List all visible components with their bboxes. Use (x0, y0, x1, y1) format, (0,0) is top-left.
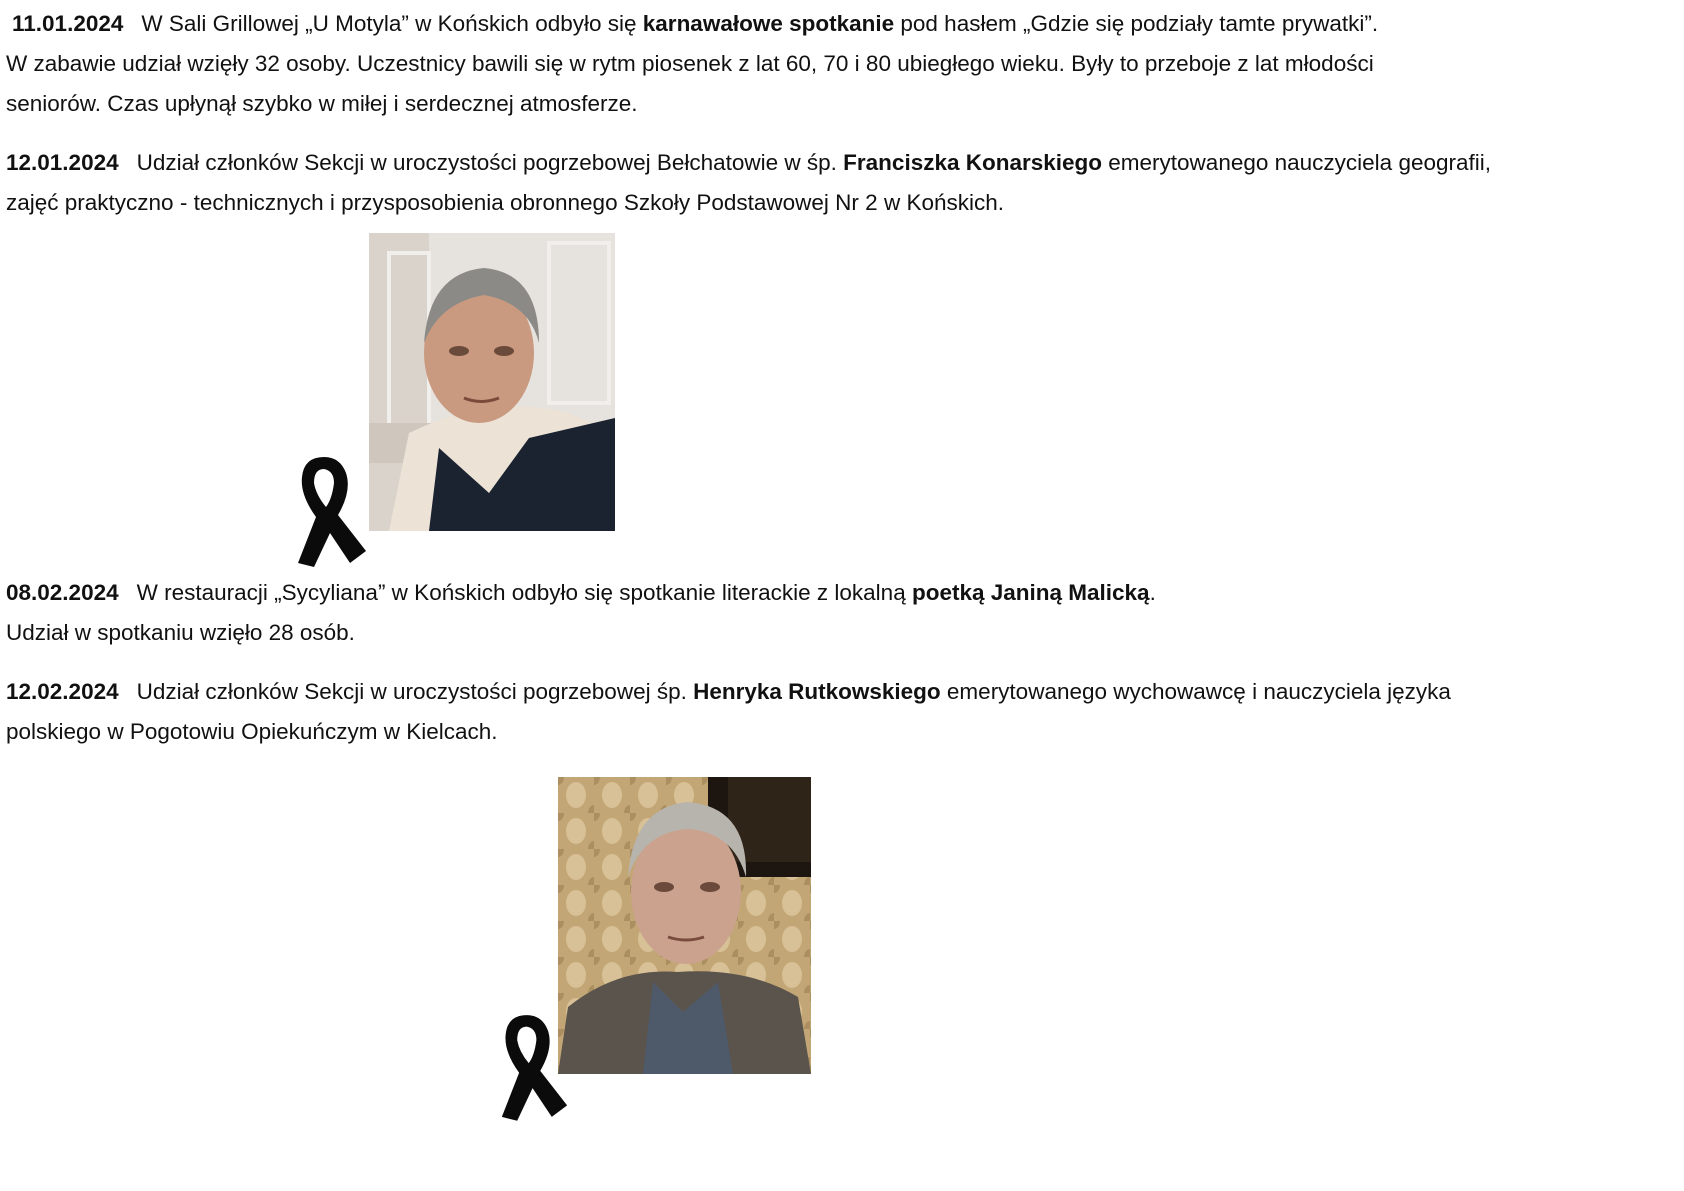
entry-date: 11.01.2024 (12, 11, 124, 36)
entry-line (6, 4, 1676, 44)
portrait-photo-icon (369, 233, 615, 531)
news-entry (6, 573, 1676, 653)
entry-line: polskiego w Pogotowiu Opiekuńczym w Kielcach. (6, 719, 498, 744)
entry-text: pod hasłem „Gdzie się podziały tamte prywatki”. (894, 11, 1379, 36)
entry-line (6, 143, 1676, 183)
news-entry (6, 4, 1676, 124)
entry-line (6, 573, 1676, 613)
entry-text: Udział członków Sekcji w uroczystości pogrzebowej Bełchatowie w śp. (136, 150, 844, 175)
entry-highlight: Henryka Rutkowskiego (693, 679, 941, 704)
entry-line: seniorów. Czas upłynął szybko w miłej i serdecznej atmosferze. (6, 91, 638, 116)
entry-line (6, 672, 1676, 712)
entry-date: 12.02.2024 (6, 679, 119, 704)
mourning-ribbon-icon (294, 455, 369, 567)
entry-text: . (1149, 580, 1156, 605)
entry-highlight: karnawałowe spotkanie (642, 11, 895, 36)
entry-date: 12.01.2024 (6, 150, 119, 175)
entry-text: emerytowanego wychowawcę i nauczyciela języka (940, 679, 1451, 704)
mourning-ribbon-icon (498, 1011, 570, 1123)
news-entry (6, 672, 1676, 752)
portrait-photo-rutkowski (558, 777, 811, 1074)
entry-line: zajęć praktyczno - technicznych i przysposobienia obronnego Szkoły Podstawowej Nr 2 w Końskich. (6, 190, 1004, 215)
news-entry (6, 143, 1676, 223)
portrait-photo-icon (558, 777, 811, 1074)
entry-highlight: Franciszka Konarskiego (843, 150, 1103, 175)
portrait-photo-konarski (369, 233, 615, 531)
entry-text: W restauracji „Sycyliana” w Końskich odbyło się spotkanie literackie z lokalną (136, 580, 912, 605)
entry-date: 08.02.2024 (6, 580, 119, 605)
entry-highlight: poetką Janiną Malicką (911, 580, 1150, 605)
entry-line: Udział w spotkaniu wzięło 28 osób. (6, 620, 355, 645)
entry-line: W zabawie udział wzięły 32 osoby. Uczestnicy bawili się w rytm piosenek z lat 60, 70 i 80 ubiegłego wieku. Były to przeboje z lat młodości (6, 51, 1374, 76)
entry-text: Udział członków Sekcji w uroczystości pogrzebowej śp. (136, 679, 694, 704)
entry-text: emerytowanego nauczyciela geografii, (1102, 150, 1492, 175)
entry-text: W Sali Grillowej „U Motyla” w Końskich odbyło się (141, 11, 643, 36)
